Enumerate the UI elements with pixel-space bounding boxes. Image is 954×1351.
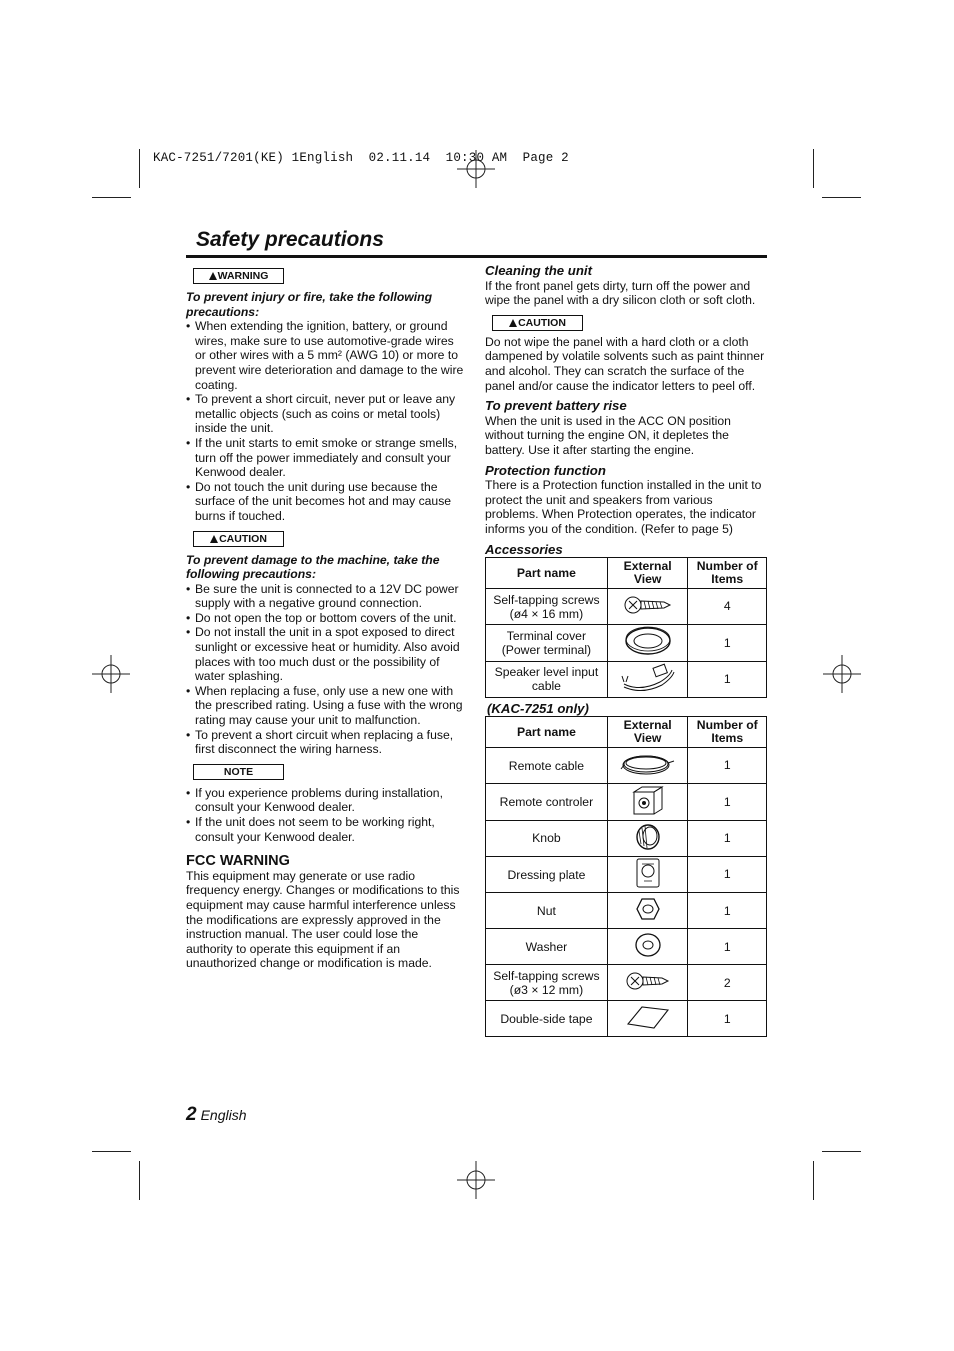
cleaning-body: If the front panel gets dirty, turn off the power and wipe the panel with a dry silicon cloth or soft cloth. [485,278,756,308]
table-row: Nut 1 [486,893,767,929]
table-row: Remote controler 1 [486,784,767,821]
knob-icon [633,822,663,852]
table-header-row [486,717,767,748]
cleaning-heading: Cleaning the unit [485,263,592,278]
crop-mark [139,149,140,188]
list-item: • Do not touch the unit during use because the surface of the unit becomes hot and may cause burns if touched. [186,480,466,524]
list-item: • If the unit starts to emit smoke or strange smells, turn off the power immediately and consult your Kenwood dealer. [186,436,466,480]
col-number: Number of Items [688,558,767,589]
crop-mark [139,1161,140,1200]
caution-list [186,582,466,757]
tape-icon [626,1004,670,1030]
warning-triangle-icon [209,272,217,280]
warning-triangle-icon [509,319,517,327]
registration-mark-icon [92,655,130,693]
kac-heading: (KAC-7251 only) [487,700,589,716]
table-row: Self-tapping screws (ø3 × 12 mm) 2 [486,965,767,1001]
caution-lead: To prevent damage to the machine, take the following precautions: [186,552,440,582]
list-item: • If the unit does not seem to be working right, consult your Kenwood dealer. [186,815,466,844]
warning-lead: To prevent injury or fire, take the following precautions: [186,290,433,319]
list-item: • To prevent a short circuit when replacing a fuse, first disconnect the wiring harness. [186,728,466,757]
ring-icon [623,625,673,657]
table-row: Knob 1 [486,820,767,856]
fcc-heading: FCC WARNING [186,853,290,870]
col-part-name: Part name [486,558,608,589]
protection-heading: Protection function [485,462,606,478]
list-item: • Do not install the unit in a spot exposed to direct sunlight or excessive heat or humidity. Also avoid places with too much dust or the possibility of water splashing. [186,625,466,683]
accessories-heading: Accessories [485,541,563,557]
battery-heading: To prevent battery rise [485,398,627,414]
nut-icon [635,897,661,921]
page-number: 2 [186,1104,197,1125]
crop-mark [822,197,861,198]
note-tag: NOTE [193,764,284,780]
list-item: • When replacing a fuse, only use a new one with the prescribed rating. Using a fuse with the wrong rating may cause your unit to malfunction. [186,684,466,728]
crop-mark [822,1151,861,1152]
table-row: Speaker level input cable 1 [486,661,767,697]
screw-icon [624,593,672,617]
col-part-name: Part name [486,717,608,748]
plate-icon [634,857,662,889]
table-row: Dressing plate 1 [486,856,767,893]
col-external-view: External View [607,717,688,748]
col-number: Number of Items [688,717,767,748]
kac-accessories-table [485,716,767,1037]
coiled-cable-icon [620,751,676,777]
list-item: • If you experience problems during installation, consult your Kenwood dealer. [186,786,466,815]
list-item: • Do not open the top or bottom covers of the unit. [186,611,466,626]
cable-icon [620,662,676,692]
crop-mark [813,149,814,188]
cleaning-caution-tag: CAUTION [492,315,583,331]
crop-mark [813,1161,814,1200]
crop-mark [92,197,131,198]
page-footer [186,1104,247,1126]
screw-icon [626,969,670,993]
crop-mark [92,1151,131,1152]
right-column [485,264,767,1037]
table-row: Self-tapping screws (ø4 × 16 mm) 4 [486,589,767,625]
table-header-row [486,558,767,589]
registration-mark-icon [457,150,495,188]
note-list [186,786,466,844]
page-title: Safety precautions [196,228,384,251]
title-rule [186,255,767,258]
print-header: KAC-7251/7201(KE) 1English 02.11.14 10:30 AM Page 2 [153,151,569,165]
caution-tag: CAUTION [193,531,284,547]
warning-list [186,319,466,523]
list-item: • To prevent a short circuit, never put or leave any metallic objects (such as coins or metal tools) inside the unit. [186,392,466,436]
cleaning-caution-body: Do not wipe the panel with a hard cloth or a cloth dampened by volatile solvents such as paint thinner and alcohol. They can scratch the surface of the panel and/or cause the indicator letters to peel off. [485,334,765,393]
protection-body: There is a Protection function installed in the unit to protect the unit and speakers from various problems. When Protection operates, the indicator informs you of the condition. (Refer to page 5) [485,478,762,536]
left-column [186,268,466,971]
fcc-body: This equipment may generate or use radio frequency energy. Changes or modifications to this equipment may cause harmful interference unless the modifications are expressly approved in the instruction manual. The user could lose the authority to operate this equipment if an unauthorized change or modification is made. [186,868,460,971]
col-external-view: External View [607,558,688,589]
battery-body: When the unit is used in the ACC ON position without turning the engine ON, it depletes the battery. Use it after starting the engine. [485,413,731,457]
table-row: Double-side tape 1 [486,1001,767,1037]
washer-icon [634,932,662,958]
registration-mark-icon [823,655,861,693]
warning-triangle-icon [210,535,218,543]
table-row: Remote cable 1 [486,748,767,784]
footer-language: English [200,1107,247,1123]
table-row: Terminal cover (Power terminal) 1 [486,625,767,662]
warning-tag: WARNING [193,268,284,284]
remote-box-icon [630,784,666,816]
table-row: Washer 1 [486,929,767,965]
list-item: • Be sure the unit is connected to a 12V DC power supply with a negative ground connection. [186,582,466,611]
list-item: • When extending the ignition, battery, or ground wires, make sure to use automotive-grade wires or other wires with a 5 mm² (AWG 10) or more to prevent wire deterioration and damage to the wire coating. [186,319,466,392]
registration-mark-icon [457,1161,495,1199]
accessories-table [485,557,767,698]
